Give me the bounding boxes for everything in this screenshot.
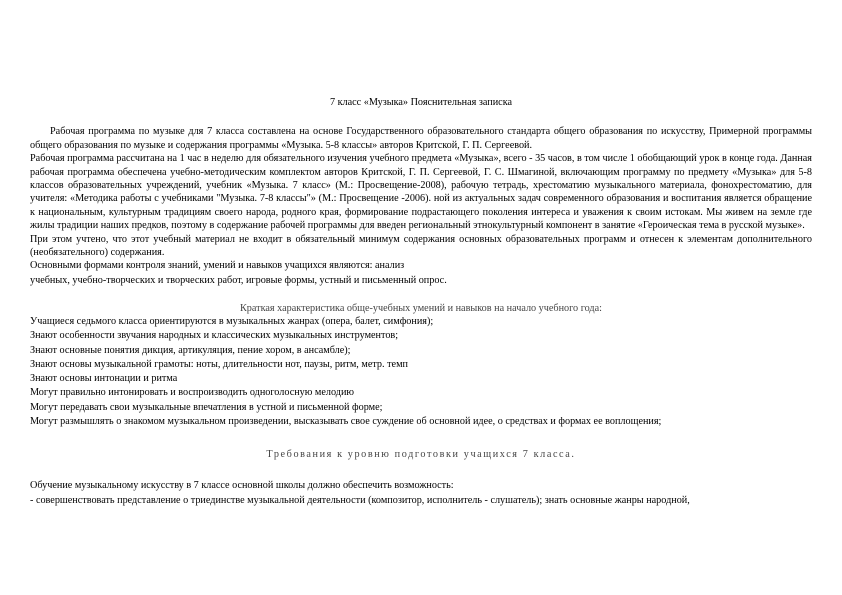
intro-paragraph-1: Рабочая программа по музыке для 7 класса составлена на основе Государственного образовательного стандарта общего образования по искусству, Примерной программы общего образования по музыке и содержания программы «Музыка. 5-8 классы» авторов Критской, Г. П. Сергеевой. (30, 126, 812, 151)
skill-line-1: Учащиеся седьмого класса ориентируются в музыкальных жанрах (опера, балет, симфония); (30, 316, 434, 328)
requirements-line-1: Обучение музыкальному искусству в 7 классе основной школы должно обеспечить возможность: (30, 480, 454, 492)
skill-line-8: Могут размышлять о знакомом музыкальном произведении, высказывать свое суждение об основной идее, о средствах и формах ее воплощения; (30, 415, 662, 427)
skills-heading: Краткая характеристика обще-учебных умений и навыков на начало учебного года: (240, 302, 602, 314)
skill-line-3: Знают основные понятия дикция, артикуляция, пение хором, в ансамбле); (30, 344, 351, 356)
requirements-line-2: - совершенствовать представление о триединстве музыкальной деятельности (композитор, исполнитель - слушатель); знать основные жанры народной, (30, 494, 690, 506)
control-forms-line-2: учебных, учебно-творческих и творческих работ, игровые формы, устный и письменный опрос. (30, 274, 447, 286)
skill-line-5: Знают основы интонации и ритма (30, 373, 178, 385)
requirements-heading: Требования к уровню подготовки учащихся 7 класса. (266, 448, 576, 460)
skill-line-6: Могут правильно интонировать и воспроизводить одноголосную мелодию (30, 387, 355, 399)
document-title: 7 класс «Музыка» Пояснительная записка (329, 97, 513, 108)
intro-paragraph-3: При этом учтено, что этот учебный материал не входит в обязательный минимум содержания основных образовательных программ и отнесен к элементам дополнительного (необязательного) содержания. (30, 233, 812, 259)
control-forms-line-1: Основными формами контроля знаний, умений и навыков учащихся являются: анализ (30, 260, 405, 272)
skill-line-2: Знают особенности звучания народных и классических музыкальных инструментов; (30, 330, 399, 342)
skill-line-7: Могут передавать свои музыкальные впечатления в устной и письменной форме; (30, 401, 383, 413)
intro-paragraph-2: Рабочая программа рассчитана на 1 час в неделю для обязательного изучения учебного предмета «Музыка», всего - 35 часов, в том числе 1 обобщающий урок в конце года. Данная рабочая программа обеспечена учебно-методическим комплектом авторов Критской, Г. П. Сергеевой, Г. С. Шмагиной, включающим программу по предмету «Музыка» для 5-8 классов образовательных учреждений, учебник «Музыка. 7 класс» (М.: Просвещение-2008), рабочую тетрадь, хрестоматию музыкального материала, фонохрестоматию, для учителя: «Методика работы с учебниками "Музыка. 7-8 классы"» (М.: Просвещение -2006). ной из актуальных задач современного образования и воспитания является обращение к национальным, культурным традициям своего народа, родного края, формирование подрастающего поколения интереса и уважения к своим истокам. Мы живем на земле где жилы традиции наших предков, поэтому в содержание рабочей программы для введен региональный этнокультурный компонент в занятие «Героическая тема в русской музыке». (30, 153, 812, 232)
skill-line-4: Знают основы музыкальной грамоты: ноты, длительности нот, паузы, ритм, метр. темп (30, 358, 408, 370)
